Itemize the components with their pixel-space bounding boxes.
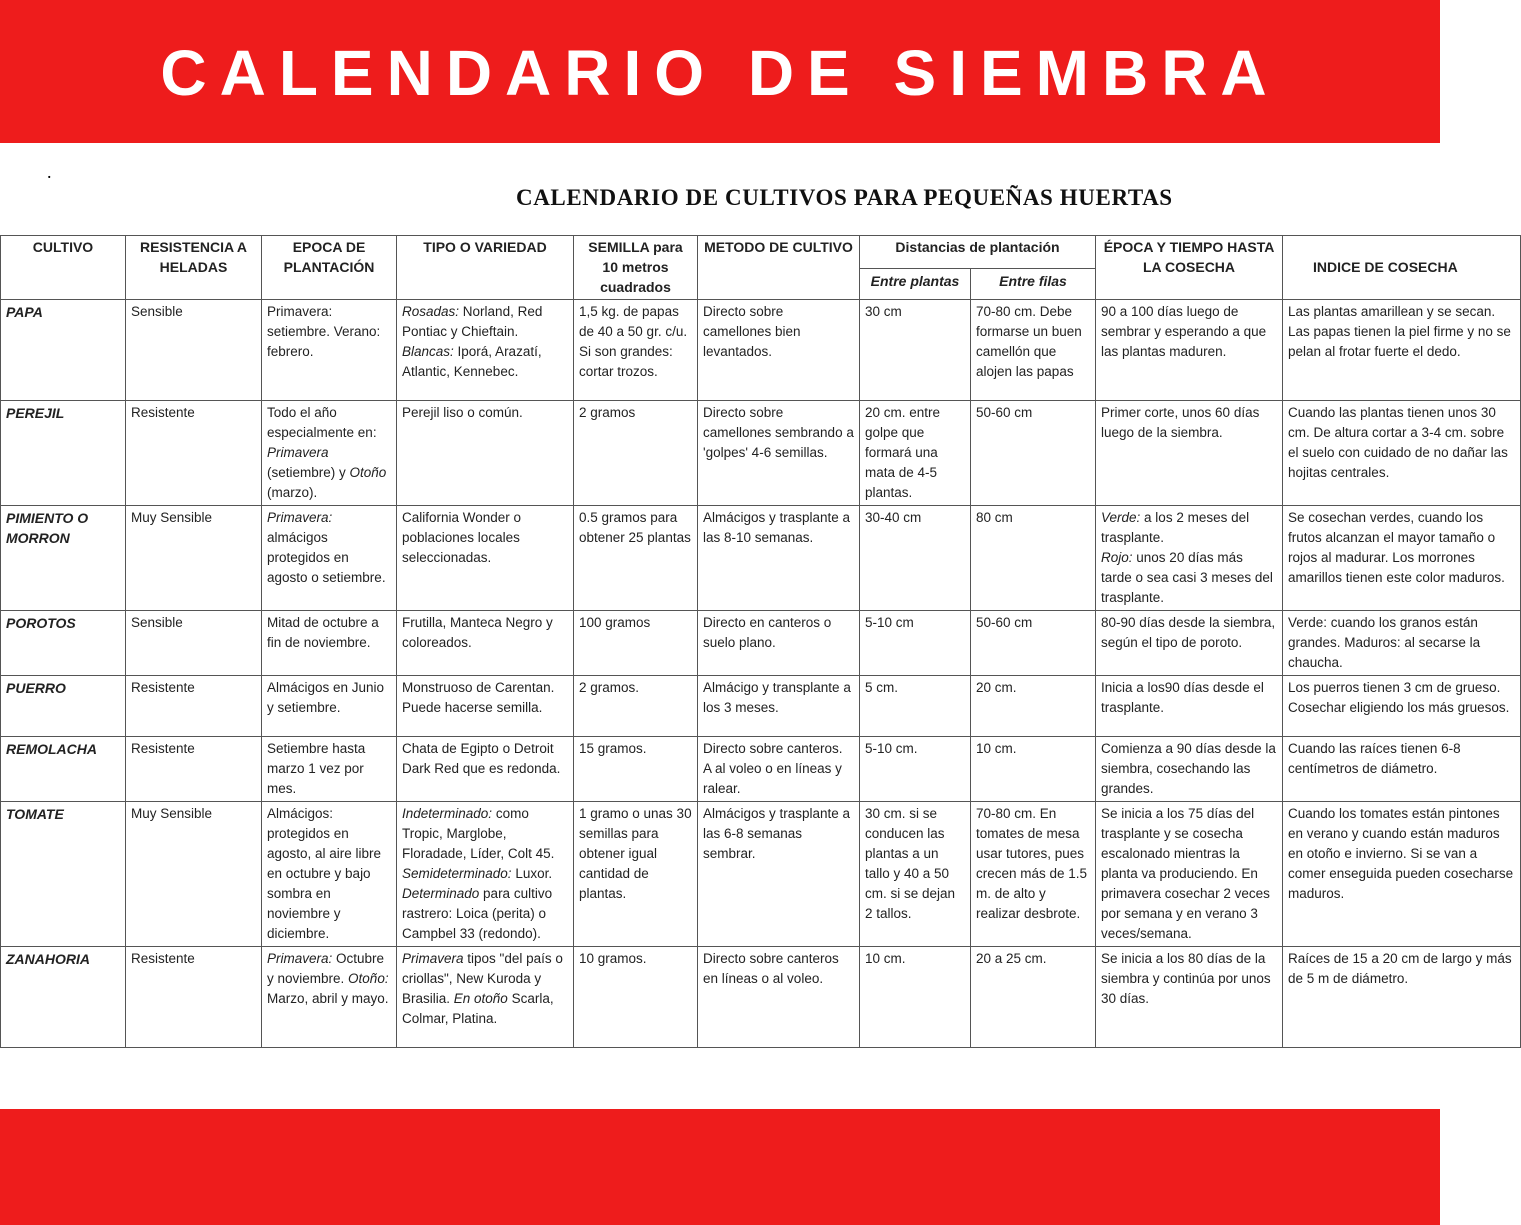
cell-indice: Se cosechan verdes, cuando los frutos alcanzan el mayor tamaño o rojos al madurar. Los morrones amarillos tienen este color maduros.	[1283, 506, 1521, 611]
cell-indice: Verde: cuando los granos están grandes. Maduros: al secarse la chaucha.	[1283, 611, 1521, 676]
tipo-text: como Tropic, Marglobe, Floradade, Líder, Colt 45.	[402, 806, 555, 861]
cell-semilla: 1,5 kg. de papas de 40 a 50 gr. c/u. Si son grandes: cortar trozos.	[574, 300, 698, 401]
cell-metodo: Directo sobre camellones sembrando a 'golpes' 4-6 semillas.	[698, 401, 860, 506]
cell-entre-filas: 10 cm.	[971, 737, 1096, 802]
cell-metodo: Almácigos y trasplante a las 6-8 semanas sembrar.	[698, 802, 860, 947]
cell-indice: Las plantas amarillean y se secan. Las papas tienen la piel firme y no se pelan al frotar fuerte el dedo.	[1283, 300, 1521, 401]
tipo-label: Primavera	[402, 951, 464, 966]
cell-entre-filas: 50-60 cm	[971, 611, 1096, 676]
header-tipo: TIPO O VARIEDAD	[397, 236, 574, 300]
cell-entre-plantas: 30 cm. si se conducen las plantas a un tallo y 40 a 50 cm. si se dejan 2 tallos.	[860, 802, 971, 947]
cell-metodo: Almácigos y trasplante a las 8-10 semanas.	[698, 506, 860, 611]
cell-indice: Raíces de 15 a 20 cm de largo y más de 5 m de diámetro.	[1283, 947, 1521, 1048]
cell-entre-plantas: 30 cm	[860, 300, 971, 401]
tipo-text: Luxor.	[511, 866, 553, 881]
epoca-label: Primavera	[267, 445, 329, 460]
header-cosecha: ÉPOCA Y TIEMPO HASTA LA COSECHA	[1096, 236, 1283, 300]
header-metodo: METODO DE CULTIVO	[698, 236, 860, 300]
table-row	[1, 947, 1521, 1048]
table-row	[1, 401, 1521, 506]
header-indice: INDICE DE COSECHA	[1283, 236, 1521, 300]
cell-entre-plantas: 10 cm.	[860, 947, 971, 1048]
table-row	[1, 611, 1521, 676]
tipo-label: Rosadas:	[402, 304, 460, 319]
header-epoca: EPOCA DE PLANTACIÓN	[262, 236, 397, 300]
tipo-text: para cultivo rastrero: Loica (perita) o Campbel 33 (redondo).	[402, 886, 553, 941]
stray-dot: .	[47, 162, 52, 182]
cell-cultivo: TOMATE	[1, 802, 126, 947]
header-entre-filas: Entre filas	[971, 268, 1096, 299]
cell-cultivo: REMOLACHA	[1, 737, 126, 802]
tipo-text: Norland, Red Pontiac y Chieftain.	[402, 304, 543, 339]
cell-resistencia: Resistente	[126, 676, 262, 737]
cell-entre-filas: 70-80 cm. Debe formarse un buen camellón que alojen las papas	[971, 300, 1096, 401]
cell-epoca: Almácigos en Junio y setiembre.	[262, 676, 397, 737]
cell-resistencia: Resistente	[126, 947, 262, 1048]
cell-indice: Cuando los tomates están pintones en verano y cuando están maduros en otoño e invierno. Si se van a comer enseguida pueden cosecharse maduros.	[1283, 802, 1521, 947]
cell-metodo: Directo sobre camellones bien levantados.	[698, 300, 860, 401]
tipo-label: Determinado	[402, 886, 480, 901]
cell-semilla: 1 gramo o unas 30 semillas para obtener igual cantidad de plantas.	[574, 802, 698, 947]
cell-cultivo: PUERRO	[1, 676, 126, 737]
cell-tipo: California Wonder o poblaciones locales seleccionadas.	[397, 506, 574, 611]
cell-entre-plantas: 30-40 cm	[860, 506, 971, 611]
tipo-label: Blancas:	[402, 344, 454, 359]
cell-epoca: Almácigos: protegidos en agosto, al aire libre en octubre y bajo sombra en noviembre y diciembre.	[262, 802, 397, 947]
cell-cosecha: Se inicia a los 75 días del trasplante y se cosecha escalonado mientras la planta va produciendo. En primavera cosechar 2 veces por semana y en verano 3 veces/semana.	[1096, 802, 1283, 947]
cell-semilla: 2 gramos	[574, 401, 698, 506]
tipo-label: En otoño	[453, 991, 508, 1006]
cosecha-label: Rojo:	[1101, 550, 1133, 565]
bottom-banner	[0, 1109, 1440, 1225]
tipo-label: Indeterminado:	[402, 806, 493, 821]
cell-entre-plantas: 5 cm.	[860, 676, 971, 737]
epoca-text: (marzo).	[267, 485, 318, 500]
cell-semilla: 0.5 gramos para obtener 25 plantas	[574, 506, 698, 611]
cell-cultivo: ZANAHORIA	[1, 947, 126, 1048]
epoca-text: Octubre y noviembre.	[267, 951, 385, 986]
cell-tipo	[397, 802, 574, 947]
crop-calendar-table-container	[0, 235, 1514, 1035]
cosecha-text: unos 20 días más tarde o sea casi 3 meses del trasplante.	[1101, 550, 1273, 605]
cell-epoca	[262, 506, 397, 611]
cell-tipo: Chata de Egipto o Detroit Dark Red que es redonda.	[397, 737, 574, 802]
cell-indice: Los puerros tienen 3 cm de grueso. Cosechar eligiendo los más gruesos.	[1283, 676, 1521, 737]
table-row	[1, 802, 1521, 947]
cell-metodo: Directo sobre canteros. A al voleo o en líneas y ralear.	[698, 737, 860, 802]
cell-cosecha: 80-90 días desde la siembra, según el tipo de poroto.	[1096, 611, 1283, 676]
cell-metodo: Directo en canteros o suelo plano.	[698, 611, 860, 676]
cell-tipo	[397, 300, 574, 401]
epoca-text: Todo el año especialmente en:	[267, 405, 377, 440]
header-entre-plantas: Entre plantas	[860, 268, 971, 299]
epoca-text: Marzo, abril y mayo.	[267, 991, 389, 1006]
cell-entre-plantas: 20 cm. entre golpe que formará una mata de 4-5 plantas.	[860, 401, 971, 506]
table-row	[1, 506, 1521, 611]
cell-metodo: Directo sobre canteros en líneas o al voleo.	[698, 947, 860, 1048]
cell-resistencia: Sensible	[126, 300, 262, 401]
tipo-text: Scarla, Colmar, Platina.	[402, 991, 554, 1026]
table-row	[1, 737, 1521, 802]
cell-resistencia: Sensible	[126, 611, 262, 676]
cell-resistencia: Resistente	[126, 737, 262, 802]
cell-cosecha: 90 a 100 días luego de sembrar y esperando a que las plantas maduren.	[1096, 300, 1283, 401]
epoca-label: Primavera:	[267, 951, 333, 966]
epoca-text: (setiembre) y	[267, 465, 350, 480]
cell-epoca: Mitad de octubre a fin de noviembre.	[262, 611, 397, 676]
cell-entre-filas: 80 cm	[971, 506, 1096, 611]
cell-cultivo: POROTOS	[1, 611, 126, 676]
cosecha-text: a los 2 meses del trasplante.	[1101, 510, 1250, 545]
cell-metodo: Almácigo y transplante a los 3 meses.	[698, 676, 860, 737]
cosecha-label: Verde:	[1101, 510, 1141, 525]
banner-title: CALENDARIO DE SIEMBRA	[160, 36, 1280, 109]
cell-cultivo: PIMIENTO O MORRON	[1, 506, 126, 611]
cell-resistencia: Muy Sensible	[126, 506, 262, 611]
cell-entre-plantas: 5-10 cm.	[860, 737, 971, 802]
epoca-label: Otoño:	[348, 971, 389, 986]
cell-semilla: 15 gramos.	[574, 737, 698, 802]
cell-epoca: Setiembre hasta marzo 1 vez por mes.	[262, 737, 397, 802]
header-semilla: SEMILLA para 10 metros cuadrados	[574, 236, 698, 300]
epoca-text: almácigos protegidos en agosto o setiembre.	[267, 530, 386, 585]
cell-epoca	[262, 401, 397, 506]
cell-entre-filas: 20 a 25 cm.	[971, 947, 1096, 1048]
cell-tipo: Perejil liso o común.	[397, 401, 574, 506]
cell-cosecha: Inicia a los90 días desde el trasplante.	[1096, 676, 1283, 737]
top-banner	[0, 0, 1440, 143]
cell-cosecha: Primer corte, unos 60 días luego de la siembra.	[1096, 401, 1283, 506]
table-row	[1, 300, 1521, 401]
crop-calendar-table	[0, 235, 1521, 1048]
document-title: CALENDARIO DE CULTIVOS PARA PEQUEÑAS HUERTAS	[516, 185, 1173, 210]
cell-cosecha: Comienza a 90 días desde la siembra, cosechando las grandes.	[1096, 737, 1283, 802]
cell-cultivo: PAPA	[1, 300, 126, 401]
cell-indice: Cuando las raíces tienen 6-8 centímetros de diámetro.	[1283, 737, 1521, 802]
cell-semilla: 2 gramos.	[574, 676, 698, 737]
tipo-text: Iporá, Arazatí, Atlantic, Kennebec.	[402, 344, 542, 379]
cell-semilla: 10 gramos.	[574, 947, 698, 1048]
header-cultivo: CULTIVO	[1, 236, 126, 300]
cell-resistencia: Resistente	[126, 401, 262, 506]
table-row	[1, 676, 1521, 737]
tipo-text: tipos "del país o criollas", New Kuroda y Brasilia.	[402, 951, 563, 1006]
cell-tipo: Frutilla, Manteca Negro y coloreados.	[397, 611, 574, 676]
cell-cosecha: Se inicia a los 80 días de la siembra y continúa por unos 30 días.	[1096, 947, 1283, 1048]
cell-cultivo: PEREJIL	[1, 401, 126, 506]
cell-cosecha	[1096, 506, 1283, 611]
epoca-label: Otoño	[349, 465, 387, 480]
epoca-label: Primavera:	[267, 510, 333, 525]
cell-resistencia: Muy Sensible	[126, 802, 262, 947]
cell-indice: Cuando las plantas tienen unos 30 cm. De altura cortar a 3-4 cm. sobre el suelo con cuidado de no dañar las hojitas centrales.	[1283, 401, 1521, 506]
header-resistencia: RESISTENCIA A HELADAS	[126, 236, 262, 300]
cell-entre-filas: 70-80 cm. En tomates de mesa usar tutores, pues crecen más de 1.5 m. de alto y realizar desbrote.	[971, 802, 1096, 947]
cell-entre-plantas: 5-10 cm	[860, 611, 971, 676]
cell-semilla: 100 gramos	[574, 611, 698, 676]
cell-tipo	[397, 947, 574, 1048]
cell-entre-filas: 20 cm.	[971, 676, 1096, 737]
tipo-label: Semideterminado:	[402, 866, 512, 881]
header-distancias: Distancias de plantación	[860, 236, 1096, 269]
cell-epoca: Primavera: setiembre. Verano: febrero.	[262, 300, 397, 401]
cell-entre-filas: 50-60 cm	[971, 401, 1096, 506]
cell-epoca	[262, 947, 397, 1048]
cell-tipo: Monstruoso de Carentan. Puede hacerse semilla.	[397, 676, 574, 737]
